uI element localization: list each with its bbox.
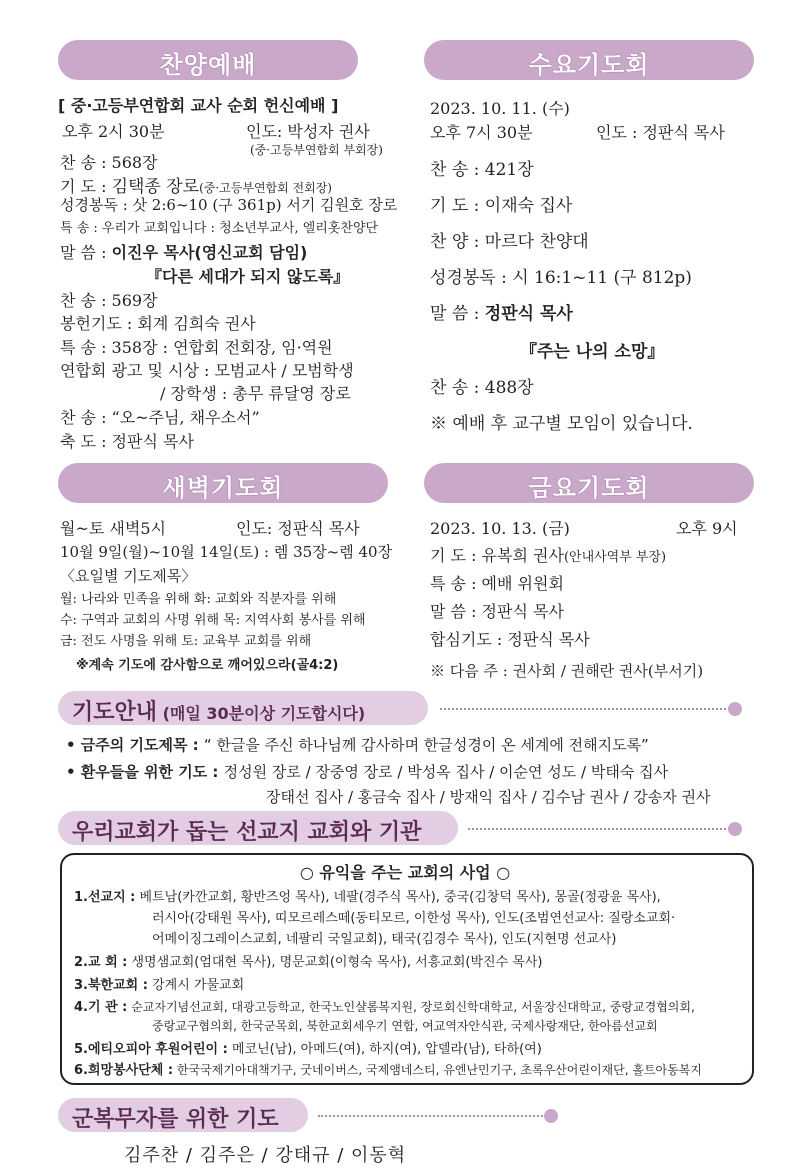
prayer-guide-heading xyxy=(72,695,365,726)
missions-dots xyxy=(468,828,730,830)
mission-3-label: 3.북한교회 : xyxy=(74,978,148,993)
missions-dot xyxy=(728,822,742,836)
mission-2-line1: 생명샘교회(엄대현 목사), 명문교회(이형숙 목사), 서흥교회(박진수 목사) xyxy=(131,955,543,970)
mission-1-line2: 러시아(강태원 목사), 띠모르레스떼(동티모르, 이한성 목사), 인도(조범연선교사: 질랑소교회· xyxy=(152,911,676,926)
dawn-range: 10월 9일(월)~10월 14일(토) : 렘 35장~렘 40장 xyxy=(60,543,393,561)
worship-heading: [ 중·고등부연합회 교사 순회 헌신예배 ] xyxy=(58,96,339,115)
worship-leader-note: (중·고등부연합회 부회장) xyxy=(250,143,383,157)
worship-sermon xyxy=(60,240,307,263)
friday-time: 오후 9시 xyxy=(676,519,738,538)
mission-5-line1: 메코닌(남), 아메드(여), 하지(여), 압델라(남), 타하(여) xyxy=(231,1042,542,1057)
prayer-guide-dot xyxy=(728,702,742,716)
worship-hymn3: 찬 송 : “오~주님, 채우소서” xyxy=(60,408,260,427)
prayer-guide-subtitle: (매일 30분이상 기도합시다) xyxy=(162,704,366,723)
worship-blessing: 축 도 : 정판식 목사 xyxy=(60,432,194,451)
dawn-leader: 인도: 정판식 목사 xyxy=(236,519,360,538)
friday-title: 금요기도회 xyxy=(528,474,650,502)
worship-sermon-speaker: 이진우 목사(영신교회 담임) xyxy=(111,243,308,262)
mission-1-line1: 베트남(카깐교회, 황반즈엉 목사), 네팔(경주식 목사), 중국(김창덕 목사), 몽골(정광윤 목사), xyxy=(139,890,661,905)
prayer-item1-text: “ 한글을 주신 하나님께 감사하며 한글성경이 온 세계에 전해지도록” xyxy=(203,736,649,754)
mission-2 xyxy=(74,951,542,970)
wednesday-sermon-label: 말 씀 : xyxy=(430,304,485,324)
prayer-item1 xyxy=(66,734,649,755)
prayer-item2-label: • 환우들을 위한 기도 : xyxy=(66,763,224,781)
wednesday-sermon-speaker: 정판식 목사 xyxy=(484,304,573,324)
worship-prayer-label: 기 도 : xyxy=(60,177,112,196)
wednesday-prayer: 기 도 : 이재숙 집사 xyxy=(430,196,573,216)
worship-offering: 봉헌기도 : 회계 김희숙 권사 xyxy=(60,314,256,333)
friday-date: 2023. 10. 13. (금) xyxy=(430,519,570,538)
soldiers-dot xyxy=(544,1109,558,1123)
missions-title: 우리교회가 돕는 선교지 교회와 기관 xyxy=(72,820,422,845)
worship-special: 특 송 : 우리가 교회입니다 : 청소년부교사, 엘리홋찬양단 xyxy=(60,221,379,236)
friday-title-pill xyxy=(424,463,754,503)
missions-box-title: ○ 유익을 주는 교회의 사업 ○ xyxy=(299,863,511,882)
worship-reading: 성경봉독 : 삿 2:6~10 (구 361p) 서기 김원호 장로 xyxy=(60,196,398,214)
wednesday-sermon xyxy=(430,299,573,324)
wednesday-title: 수요기도회 xyxy=(528,51,650,79)
dawn-verse: ※계속 기도에 감사함으로 깨어있으라(골4:2) xyxy=(76,658,339,673)
prayer-guide-title: 기도안내 xyxy=(72,700,158,725)
mission-3-line1: 강계시 가물교회 xyxy=(152,978,245,993)
wednesday-title-pill xyxy=(424,40,754,80)
worship-title-pill xyxy=(58,40,358,80)
wednesday-note: ※ 예배 후 교구별 모임이 있습니다. xyxy=(430,414,693,434)
worship-ad2: / 장학생 : 총무 류달영 장로 xyxy=(160,384,351,403)
wednesday-hymn2: 찬 송 : 488장 xyxy=(430,378,534,398)
mission-5 xyxy=(74,1038,542,1057)
soldiers-names: 김주찬 / 김주은 / 강태규 / 이동혁 xyxy=(124,1145,407,1166)
wednesday-leader: 인도 : 정판식 목사 xyxy=(596,123,725,142)
mission-3 xyxy=(74,974,244,993)
dawn-time: 월~토 새벽5시 xyxy=(60,519,166,538)
mission-6-line1: 한국국제기아대책기구, 굿네이버스, 국제앰네스티, 유엔난민기구, 초록우산어린이재단, 홀트아동복지 xyxy=(176,1063,702,1077)
prayer-item2-line1: 정성원 장로 / 장중영 장로 / 박성옥 집사 / 이순연 성도 / 박태숙 집사 xyxy=(223,763,669,781)
mission-5-label: 5.에티오피아 후원어린이 : xyxy=(74,1042,228,1057)
worship-prayer-name: 김택종 장로 xyxy=(111,177,200,197)
dawn-row3: 금: 전도 사명을 위해 토: 교육부 교회를 위해 xyxy=(60,634,312,649)
mission-6 xyxy=(74,1059,702,1078)
soldiers-title: 군복무자를 위한 기도 xyxy=(72,1107,279,1132)
prayer-guide-dots xyxy=(440,708,730,710)
mission-1 xyxy=(74,886,661,905)
mission-2-label: 2.교 회 : xyxy=(74,955,128,970)
friday-special: 특 송 : 예배 위원회 xyxy=(430,574,564,593)
mission-4 xyxy=(74,996,695,1015)
worship-hymn1: 찬 송 : 568장 xyxy=(60,153,158,172)
friday-prayer-note: (안내사역부 부장) xyxy=(563,550,667,565)
prayer-item2 xyxy=(66,761,668,782)
friday-prayer-label: 기 도 : 유복희 권사 xyxy=(430,546,564,565)
worship-prayer-note: (중·고등부연합회 전회장) xyxy=(199,181,332,195)
mission-1-label: 1.선교지 : xyxy=(74,890,136,905)
worship-special2: 특 송 : 358장 : 연합회 전회장, 임·역원 xyxy=(60,338,333,357)
dawn-subhead: 〈요일별 기도제목〉 xyxy=(60,567,197,585)
friday-sermon: 말 씀 : 정판식 목사 xyxy=(430,602,564,621)
prayer-item2-line2: 장태선 집사 / 홍금숙 집사 / 방재익 집사 / 김수남 권사 / 강송자 권사 xyxy=(266,788,711,806)
friday-next: ※ 다음 주 : 권사회 / 권해란 권사(부서기) xyxy=(430,662,704,680)
friday-unison: 합심기도 : 정판식 목사 xyxy=(430,630,590,649)
worship-leader: 인도: 박성자 권사 xyxy=(246,122,370,141)
friday-prayer xyxy=(430,543,666,566)
wednesday-hymn1: 찬 송 : 421장 xyxy=(430,160,534,180)
worship-time: 오후 2시 30분 xyxy=(62,122,165,141)
dawn-title: 새벽기도회 xyxy=(162,474,284,502)
worship-ad1: 연합회 광고 및 시상 : 모범교사 / 모범학생 xyxy=(60,361,354,380)
worship-title: 찬양예배 xyxy=(159,51,257,79)
dawn-title-pill xyxy=(58,463,388,503)
dawn-row1: 월: 나라와 민족을 위해 화: 교회와 직분자를 위해 xyxy=(60,592,337,607)
mission-4-line1: 순교자기념선교회, 대광고등학교, 한국노인샬롬복지원, 장로회신학대학교, 서울장신대학교, 중랑교경협의회, xyxy=(131,1000,695,1014)
wednesday-choir: 찬 양 : 마르다 찬양대 xyxy=(430,232,589,252)
worship-sermon-title: 『다른 세대가 되지 않도록』 xyxy=(146,267,350,286)
wednesday-sermon-title: 『주는 나의 소망』 xyxy=(520,342,665,362)
mission-4-line2: 중랑교구협의회, 한국군목회, 북한교회세우기 연합, 여교역자안식관, 국제사랑재단, 한아름선교회 xyxy=(152,1019,658,1033)
mission-1-line3: 어메이징그레이스교회, 네팔리 국일교회), 태국(김경수 목사), 인도(지현명 선교사) xyxy=(152,932,617,947)
worship-sermon-label: 말 씀 : xyxy=(60,243,112,262)
wednesday-date: 2023. 10. 11. (수) xyxy=(430,99,570,118)
wednesday-reading: 성경봉독 : 시 16:1~11 (구 812p) xyxy=(430,268,692,288)
mission-6-label: 6.희망봉사단체 : xyxy=(74,1063,174,1078)
soldiers-dots xyxy=(318,1115,546,1117)
wednesday-time: 오후 7시 30분 xyxy=(430,123,533,142)
prayer-item1-label: • 금주의 기도제목 : xyxy=(66,736,204,754)
mission-4-label: 4.기 관 : xyxy=(74,1000,128,1015)
worship-hymn2: 찬 송 : 569장 xyxy=(60,291,158,310)
dawn-row2: 수: 구역과 교회의 사명 위해 목: 지역사회 봉사를 위해 xyxy=(60,613,366,628)
